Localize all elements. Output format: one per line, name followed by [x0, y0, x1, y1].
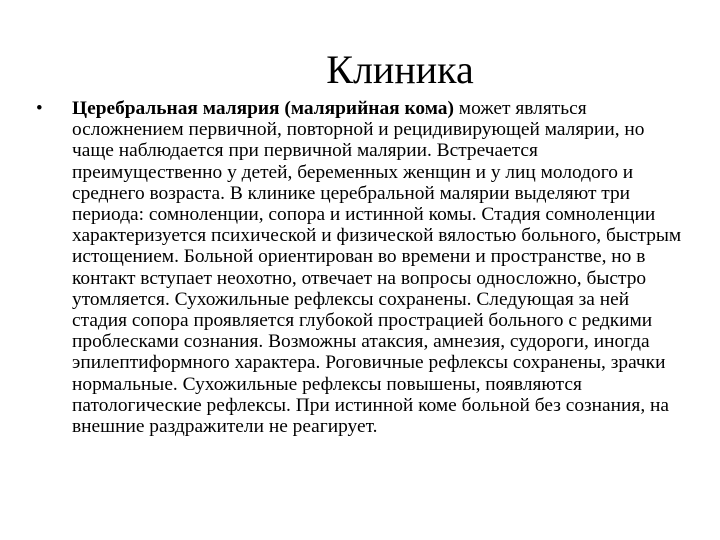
bold-lead-text: Церебральная малярия (малярийная кома) [72, 98, 454, 119]
slide-body [36, 98, 686, 437]
slide-title: Клиника [326, 47, 474, 92]
paragraph-text: может являться осложнением первичной, повторной и рецидивирующей малярии, но чаще наблюдается при первичной малярии. Встречается преимущественно у детей, беременных женщин и у лиц молодого и среднего возраста. В клинике церебральной малярии выделяют три периода: сомноленции, сопора и истинной комы. Стадия сомноленции характеризуется психической и физической вялостью больного, быстрым истощением. Больной ориентирован во времени и пространстве, но в контакт вступает неохотно, отвечает на вопросы односложно, быстро утомляется. Сухожильные рефлексы сохранены. Следующая за ней стадия сопора проявляется глубокой прострацией больного с редкими проблесками сознания. Возможны атаксия, амнезия, судороги, иногда эпилептиформного характера. Роговичные рефлексы сохранены, зрачки нормальные. Сухожильные рефлексы повышены, появляются патологические рефлексы. При истинной коме больной без сознания, на внешние раздражители не реагирует. [72, 98, 682, 438]
bullet-item [36, 98, 686, 437]
bullet-icon: • [36, 98, 43, 119]
